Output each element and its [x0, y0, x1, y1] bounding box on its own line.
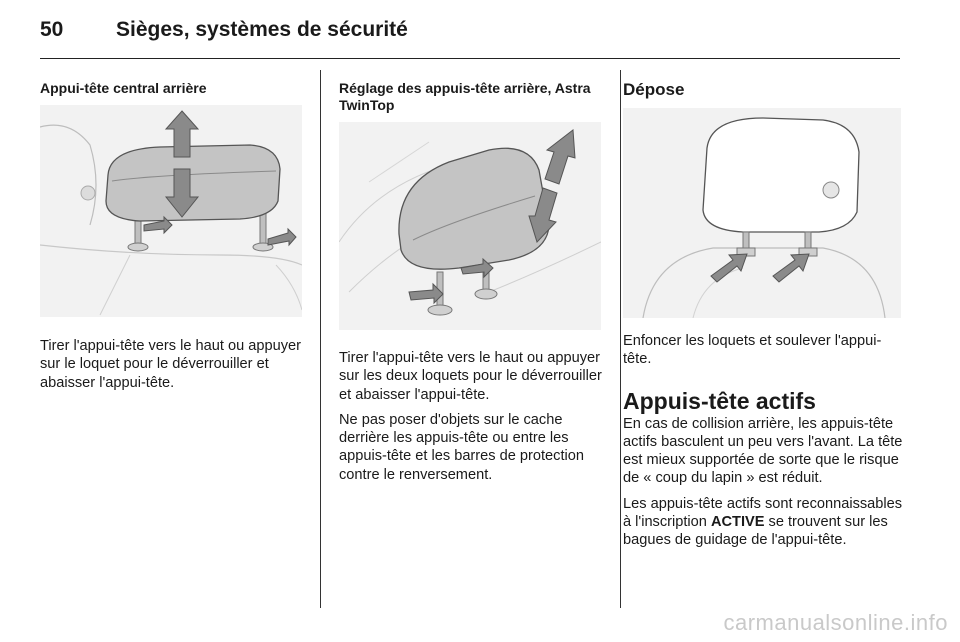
- column-2: [339, 80, 603, 484]
- twintop-instructions: Tirer l'appui-tête vers le haut ou appuyer sur les deux loquets pour le déverrouiller et abaisser l'appui-tête.: [339, 350, 602, 403]
- active-label: ACTIVE: [710, 514, 765, 531]
- column-divider-1: [320, 70, 321, 608]
- twintop-warning: Ne pas poser d'objets sur le cache derrière les appuis-tête ou entre les appuis-tête et les barres de protection contre le renversement.: [339, 411, 584, 483]
- watermark: carmanualsonline.info: [723, 610, 948, 635]
- headrest-removal-illustration: [623, 108, 901, 318]
- page-header: [40, 18, 408, 48]
- removal-instructions: Enfoncer les loquets et soulever l'appui-tête.: [623, 333, 882, 368]
- section-heading-removal: Dépose: [623, 80, 685, 99]
- header-rule: [40, 58, 900, 59]
- column-3: [623, 80, 903, 550]
- column-1: [40, 80, 302, 392]
- center-headrest-instructions: Tirer l'appui-tête vers le haut ou appuyer sur le loquet pour le déverrouiller et abaisser l'appui-tête.: [40, 338, 302, 391]
- page-title: Sièges, systèmes de sécurité: [116, 18, 408, 41]
- twintop-headrest-illustration: [339, 122, 601, 330]
- center-headrest-illustration: [40, 105, 302, 317]
- page-number: 50: [40, 18, 64, 41]
- active-headrests-description: En cas de collision arrière, les appuis-tête actifs basculent un peu vers l'avant. La tête est mieux supportée de sorte que le risque de « coup du lapin » est réduit.: [623, 415, 903, 487]
- active-headrests-recognition: Les appuis-tête actifs sont reconnaissables à l'inscription ACTIVE se trouvent sur les bagues de guidage de l'appui-tête.: [623, 495, 903, 549]
- section-heading-center-headrest: Appui-tête central arrière: [40, 80, 207, 96]
- section-heading-active-headrests: Appuis-tête actifs: [623, 387, 816, 414]
- column-divider-2: [620, 70, 621, 608]
- section-heading-twintop-headrests: Réglage des appuis-tête arrière, Astra TwinTop: [339, 80, 591, 113]
